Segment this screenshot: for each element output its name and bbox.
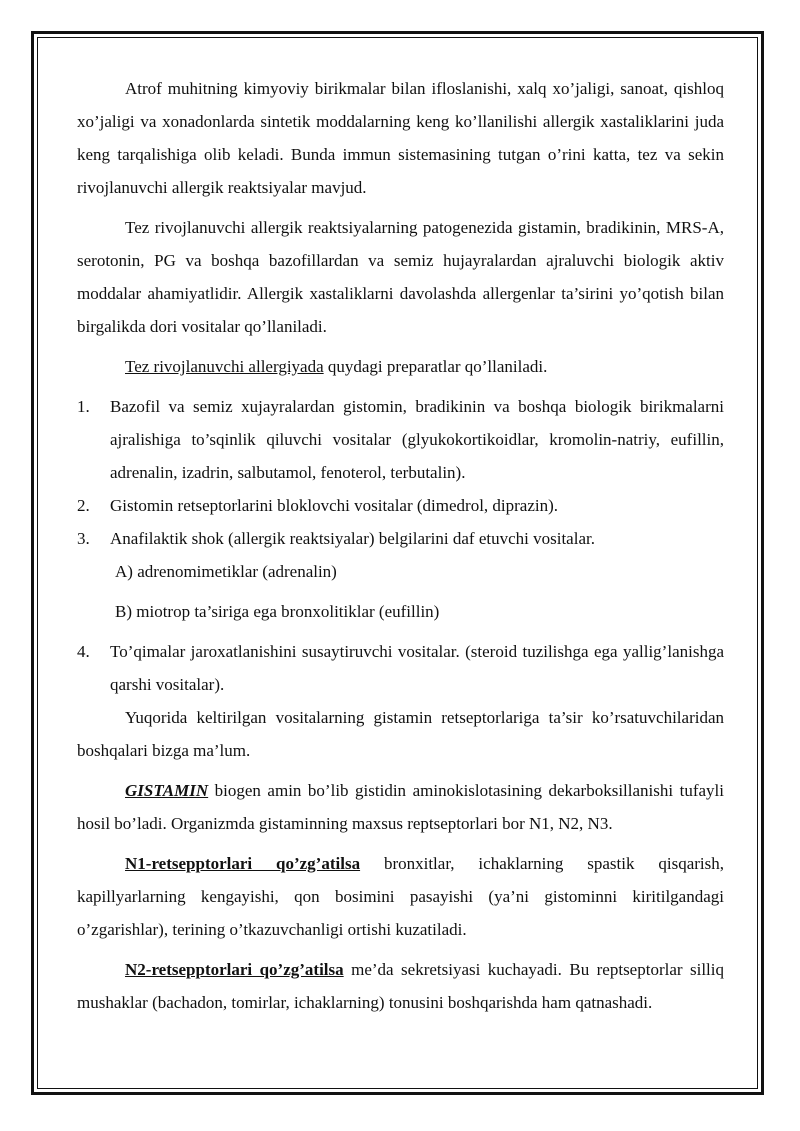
list-item [77, 635, 724, 701]
paragraph-n2-text: me’da sekretsiyasi kuchayadi. Bu reptseptorlar silliq mushaklar (bachadon, tomirlar, ichaklarning) tonusini boshqarishda ham qatnashadi. [77, 960, 724, 1012]
underlined-phrase: Tez rivojlanuvchi allergiyada [125, 357, 324, 376]
paragraph-n2 [77, 953, 724, 1019]
term-gistamin: GISTAMIN [125, 781, 209, 800]
paragraph-n1-text: bronxitlar, ichaklarning spastik qisqarish, kapillyarlarning kengayishi, qon bosimini pasayishi (ya’ni gistominni kiritilgandagi o’zgarishlar), terining o’tkazuvchanligi ortishi kuzatiladi. [77, 854, 724, 939]
paragraph-receptors-note: Yuqorida keltirilgan vositalarning gistamin retseptorlariga ta’sir ko’rsatuvchilaridan boshqalari bizga ma’lum. [77, 708, 724, 760]
list-number: 1. [77, 397, 90, 416]
list-item-text: To’qimalar jaroxatlanishini susaytiruvchi vositalar. (steroid tuzilishga ega yallig’lanishga qarshi vositalar). [110, 642, 724, 694]
paragraph-intro: Atrof muhitning kimyoviy birikmalar bilan ifloslanishi, xalq xo’jaligi, sanoat, qishloq xo’jaligi va xonadonlarda sintetik moddalarning keng ko’llanilishi allergik xastaliklarini juda keng tarqalishiga olib keladi. Bunda immun sistemasining tutgan o’rini katta, tez va sekin rivojlanuvchi allergik reaktsiyalar mavjud. [77, 79, 724, 197]
preparations-list [77, 390, 724, 555]
sub-item-a: A) adrenomimetiklar (adrenalin) [115, 562, 337, 581]
list-number: 3. [77, 529, 90, 548]
paragraph-preparations [77, 350, 724, 383]
list-item-text: Gistomin retseptorlarini bloklovchi vositalar (dimedrol, diprazin). [110, 496, 559, 515]
preparations-list-cont [77, 635, 724, 701]
paragraph-gistamin-text: biogen amin bo’lib gistidin aminokislotasining dekarboksillanishi tufayli hosil bo’ladi. Organizmda gistaminning maxsus reptseptorlari bor N1, N2, N3. [77, 781, 724, 833]
list-number: 2. [77, 496, 90, 515]
list-item [77, 522, 724, 555]
paragraph-pathogenesis: Tez rivojlanuvchi allergik reaktsiyalarning patogenezida gistamin, bradikinin, MRS-A, serotonin, PG va boshqa bazofillardan va semiz hujayralardan ajraluvchi biologik aktiv moddalar ahamiyatlidir. Allergik xastaliklarni davolashda allergenlar ta’sirini yo’qotish bilan birgalikda dori vositalar qo’llaniladi. [77, 218, 724, 336]
paragraph-gistamin [77, 774, 724, 840]
document-body [77, 72, 724, 1019]
paragraph-preparations-text: quydagi preparatlar qo’llaniladi. [323, 357, 548, 376]
list-item-text: Anafilaktik shok (allergik reaktsiyalar) belgilarini daf etuvchi vositalar. [110, 529, 595, 548]
list-item [77, 390, 724, 489]
term-n1: N1-retsepptorlari qo’zg’atilsa [125, 854, 361, 873]
list-number: 4. [77, 642, 90, 661]
sub-item-b: B) miotrop ta’siriga ega bronxolitiklar (eufillin) [115, 602, 440, 621]
list-item-text: Bazofil va semiz xujayralardan gistomin, bradikinin va boshqa biologik birikmalarni ajralishiga to’sqinlik qiluvchi vositalar (glyukokortikoidlar, kromolin-natriy, eufillin, adrenalin, izadrin, salbutamol, fenoterol, terbutalin). [110, 397, 724, 482]
list-item [77, 489, 724, 522]
paragraph-n1 [77, 847, 724, 946]
term-n2: N2-retsepptorlari qo’zg’atilsa [125, 960, 344, 979]
